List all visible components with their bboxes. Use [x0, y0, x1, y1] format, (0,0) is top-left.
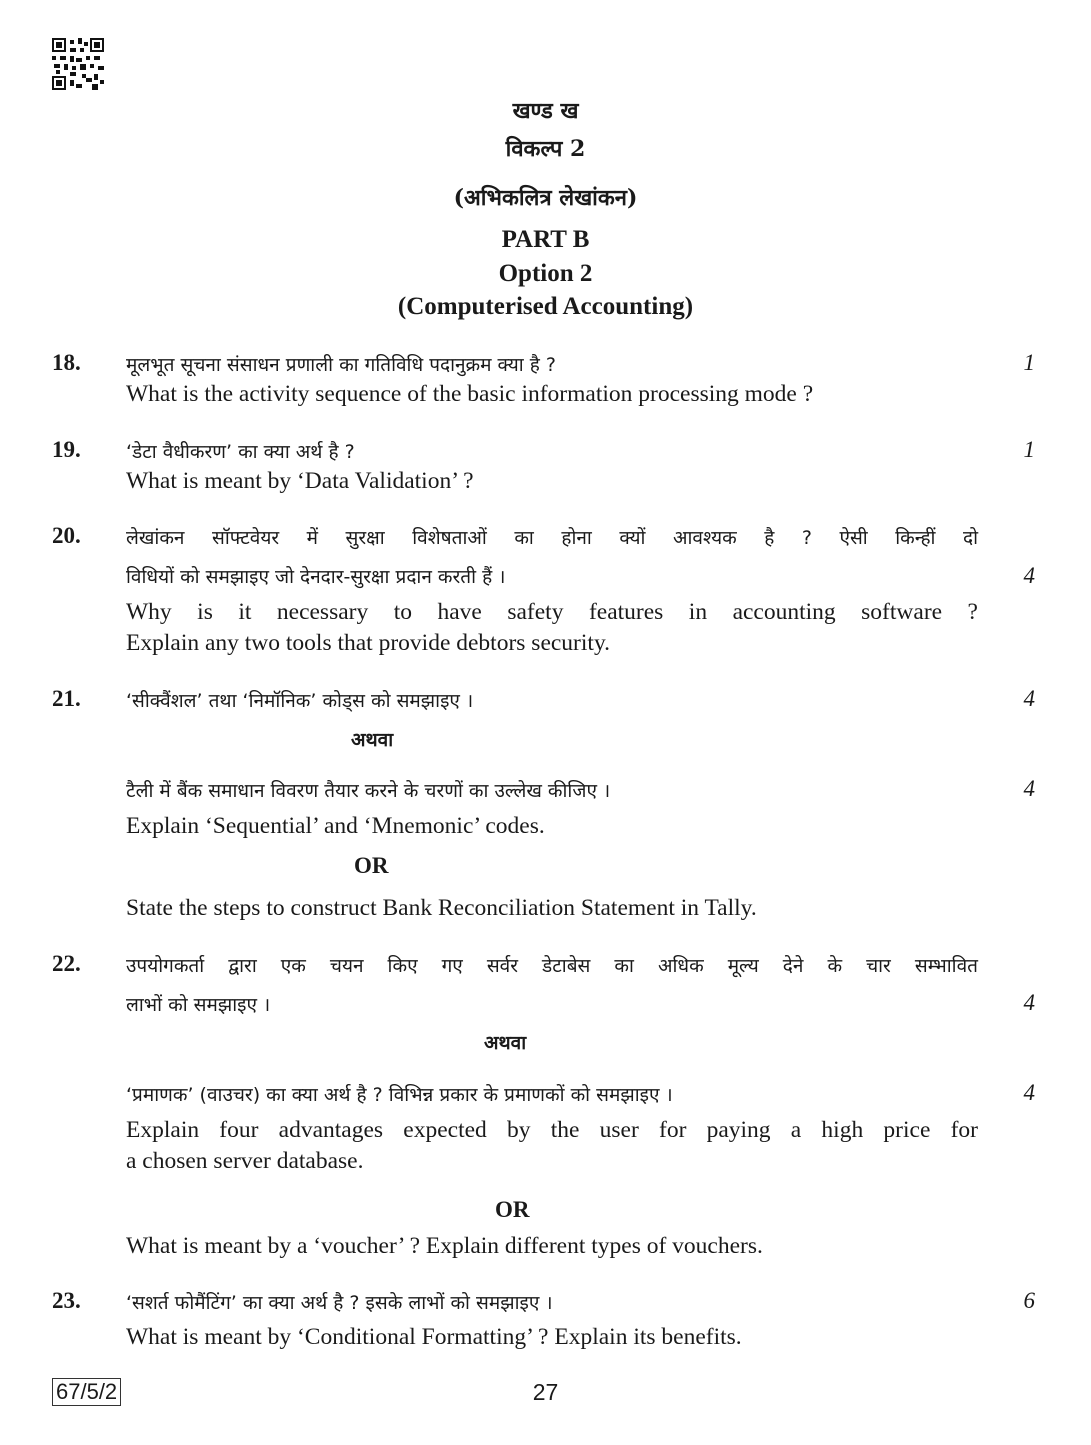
section-title-en: PART B — [501, 226, 590, 253]
question-text-hi: लेखांकन सॉफ्टवेयर में सुरक्षा विशेषताओं का होना क्यों आवश्यक है ? ऐसी किन्हीं दो — [126, 527, 978, 549]
question-text-hi: ‘डेटा वैधीकरण’ का क्या अर्थ है ? — [126, 441, 355, 463]
question-text-en: a chosen server database. — [126, 1148, 364, 1174]
question-text-en: What is meant by ‘Data Validation’ ? — [126, 468, 474, 494]
question-text-en: Explain ‘Sequential’ and ‘Mnemonic’ codes. — [126, 813, 545, 839]
question-marks: 4 — [1023, 1080, 1035, 1105]
question-text-en: What is meant by a ‘voucher’ ? Explain different types of vouchers. — [126, 1233, 763, 1259]
question-marks: 4 — [1023, 990, 1035, 1015]
question-text-hi: उपयोगकर्ता द्वारा एक चयन किए गए सर्वर डेटाबेस का अधिक मूल्य देने के चार सम्भावित — [126, 955, 978, 977]
question-number: 21. — [52, 686, 81, 711]
question-marks: 6 — [1023, 1288, 1035, 1313]
question-marks: 4 — [1023, 563, 1035, 588]
question-text-hi: मूलभूत सूचना संसाधन प्रणाली का गतिविधि पदानुक्रम क्या है ? — [126, 354, 556, 376]
question-text-en: What is meant by ‘Conditional Formatting’ ? Explain its benefits. — [126, 1324, 742, 1350]
option-title-hi: विकल्प 2 — [505, 136, 586, 162]
or-separator-en: OR — [495, 1197, 530, 1222]
question-text-hi: ‘प्रमाणक’ (वाउचर) का क्या अर्थ है ? विभिन्न प्रकार के प्रमाणकों को समझाइए । — [126, 1084, 673, 1106]
question-text-en: Explain any two tools that provide debtors security. — [126, 630, 611, 656]
page-number: 27 — [532, 1379, 559, 1405]
question-number: 19. — [52, 437, 81, 462]
or-separator-hi: अथवा — [484, 1032, 527, 1054]
subject-title-hi: (अभिकलित्र लेखांकन) — [453, 185, 638, 211]
question-marks: 4 — [1023, 776, 1035, 801]
question-text-en: What is the activity sequence of the basic information processing mode ? — [126, 381, 814, 407]
question-text-hi: विधियों को समझाइए जो देनदार-सुरक्षा प्रदान करती हैं । — [126, 566, 506, 588]
paper-code: 67/5/2 — [52, 1378, 121, 1406]
question-text-hi: ‘सशर्त फोमैंटिंग’ का क्या अर्थ है ? इसके लाभों को समझाइए । — [126, 1292, 553, 1314]
question-text-en: Explain four advantages expected by the user for paying a high price for — [126, 1117, 978, 1143]
question-text-hi: ‘सीक्वैंशल’ तथा ‘निमॉनिक’ कोड्स को समझाइए । — [126, 690, 474, 712]
qr-code-icon — [52, 38, 104, 90]
question-marks: 1 — [1023, 437, 1035, 462]
question-marks: 1 — [1023, 350, 1035, 375]
question-text-hi: लाभों को समझाइए । — [126, 994, 271, 1016]
question-number: 23. — [52, 1288, 81, 1313]
option-title-en: Option 2 — [498, 260, 593, 287]
question-text-hi: टैली में बैंक समाधान विवरण तैयार करने के चरणों का उल्लेख कीजिए । — [126, 780, 611, 802]
question-number: 22. — [52, 951, 81, 976]
or-separator-hi: अथवा — [351, 729, 394, 751]
or-separator-en: OR — [354, 853, 389, 878]
question-text-en: State the steps to construct Bank Reconciliation Statement in Tally. — [126, 895, 757, 921]
subject-title-en: (Computerised Accounting) — [397, 293, 694, 320]
question-text-en: Why is it necessary to have safety features in accounting software ? — [126, 599, 978, 625]
question-number: 18. — [52, 350, 81, 375]
question-marks: 4 — [1023, 686, 1035, 711]
section-title-hi: खण्ड ख — [512, 98, 579, 124]
question-number: 20. — [52, 523, 81, 548]
